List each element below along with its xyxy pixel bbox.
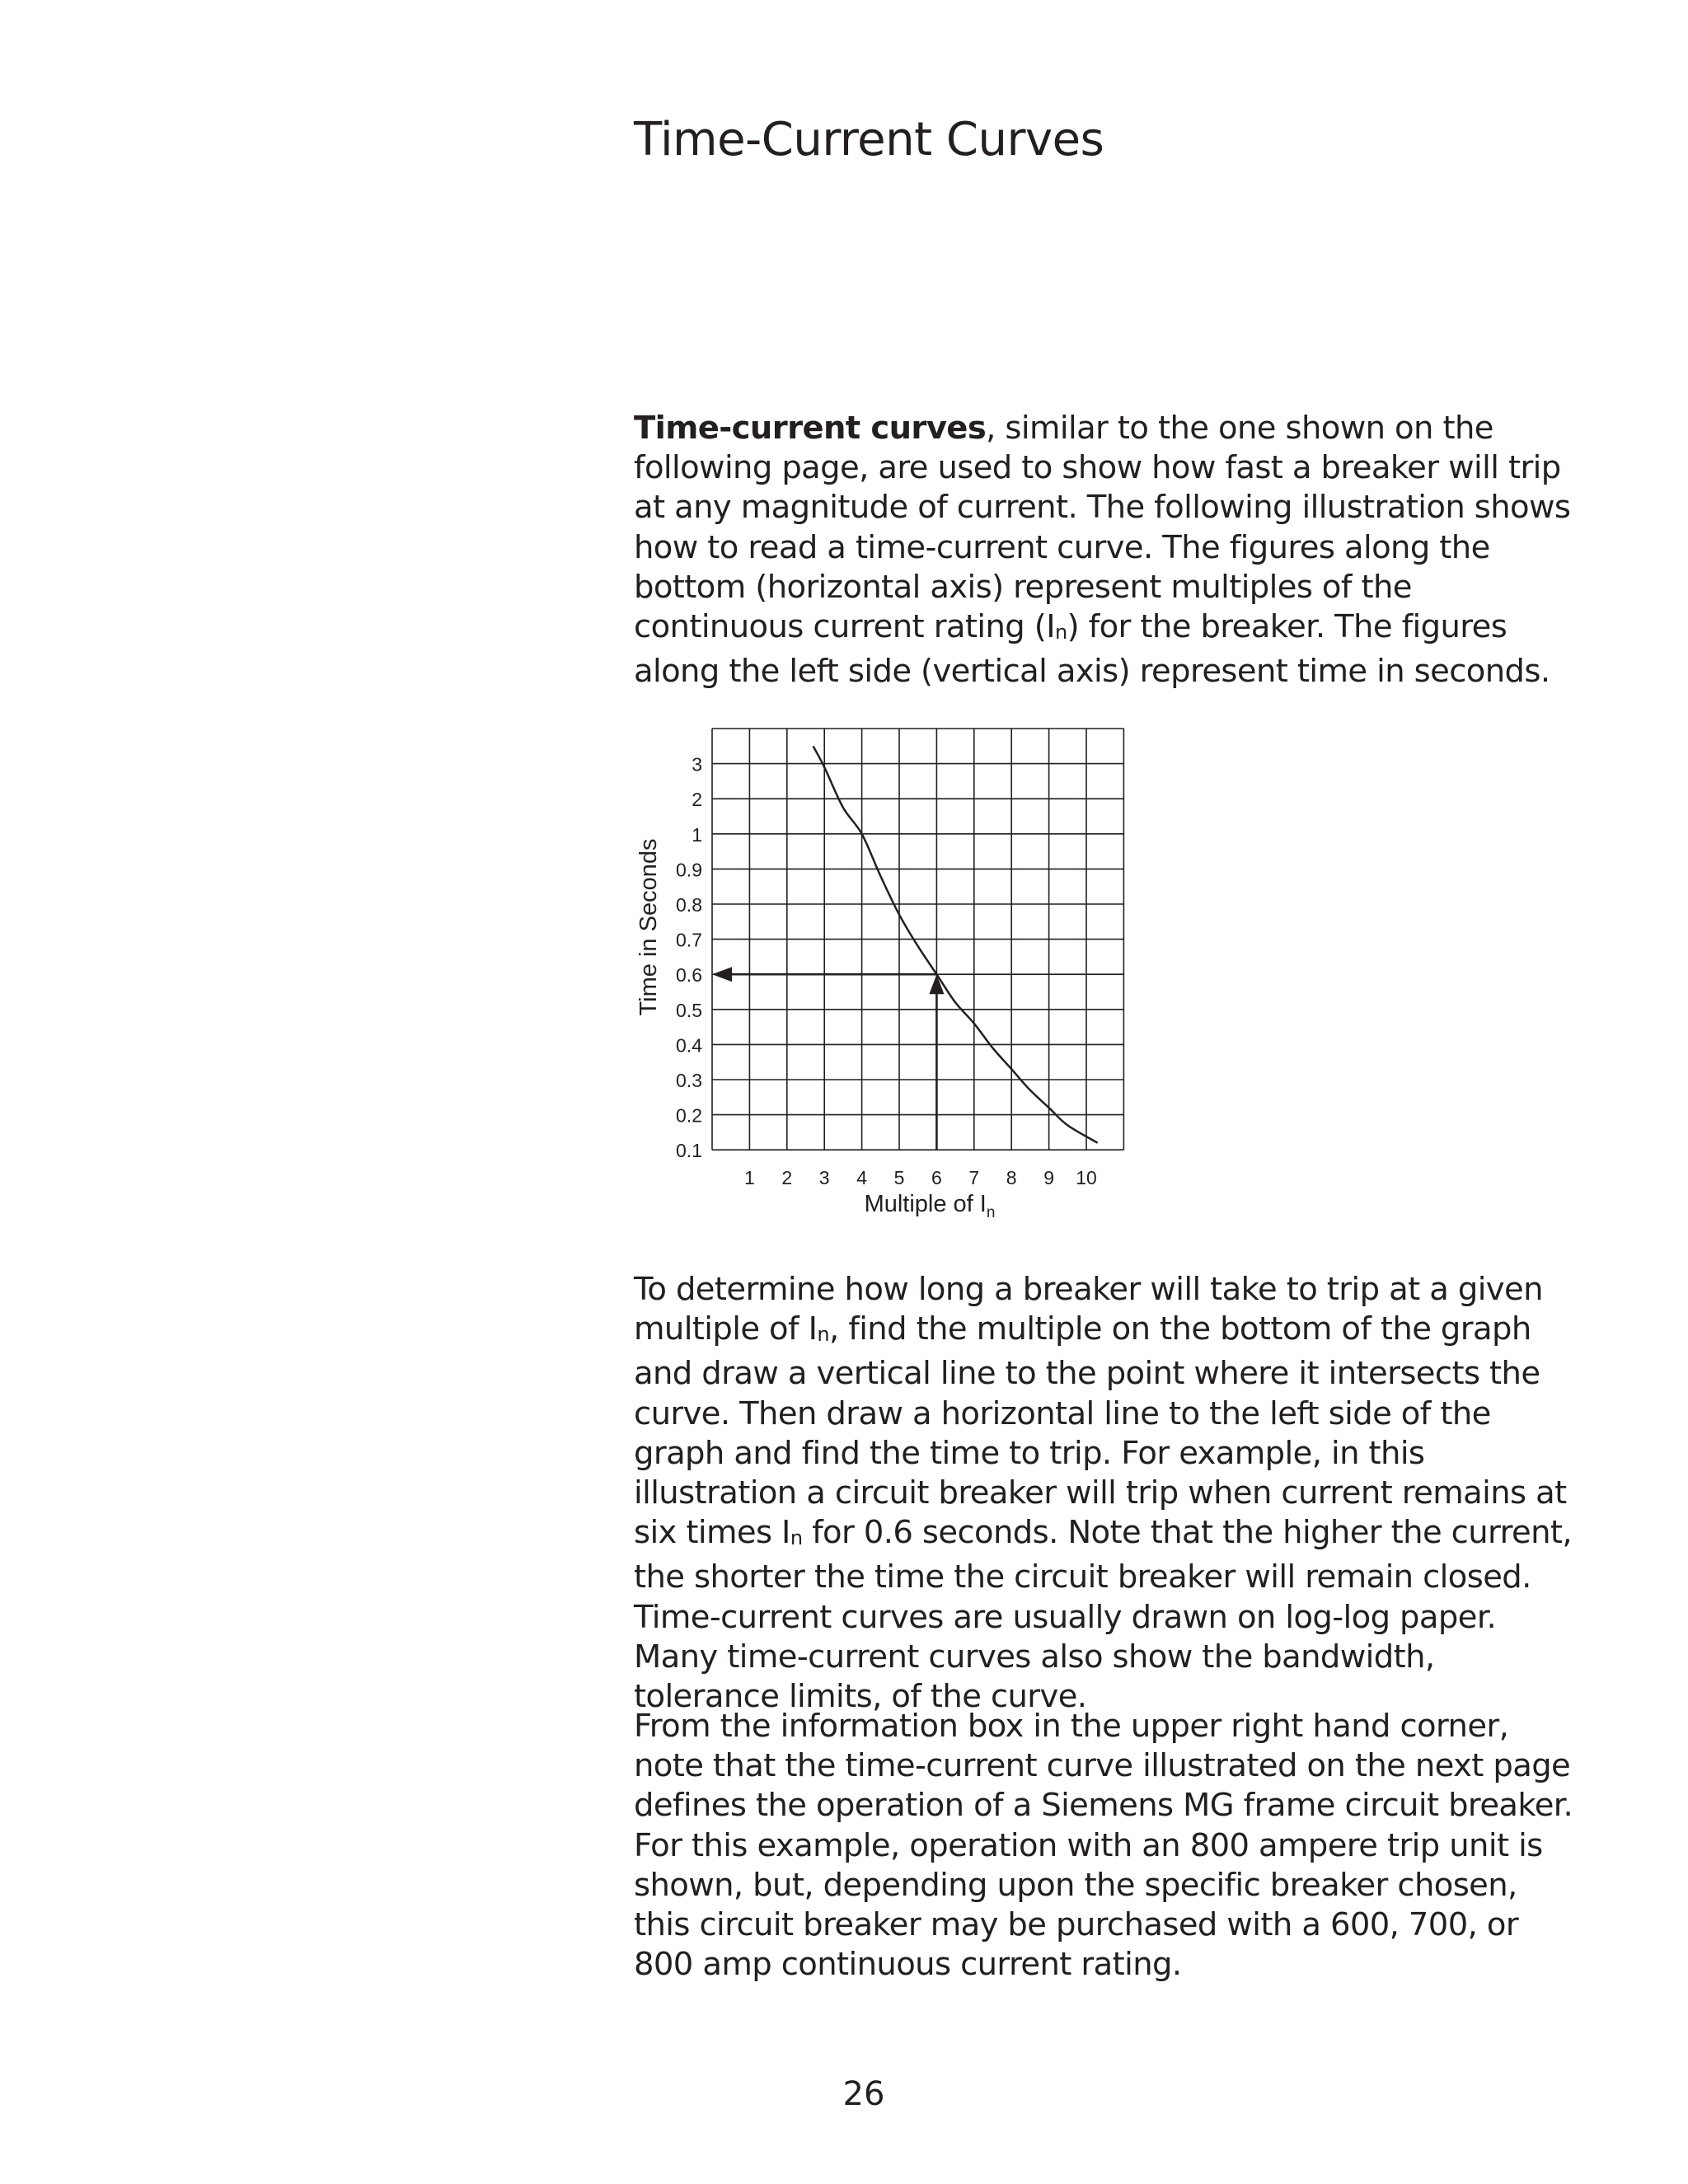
reading-text-c: for 0.6 seconds. Note that the higher the current, the shorter the time the circuit breaker will remain closed. Time-current curves are usually drawn on log-log paper. Many time-current curves also show the bandwidth, tolerance limits, of the curve.: [634, 1514, 1573, 1716]
y-tick-label: 0.3: [676, 1070, 702, 1091]
x-tick-label: 2: [781, 1167, 793, 1189]
intro-text-a: , similar to the one shown on the following page, are used to show how fast a breaker will trip at any magnitude of current. The following illustration shows how to read a time-current curve. The figures along the bottom (horizontal axis) represent multiples of the continuous current rating (I: [634, 410, 1571, 646]
reading-text-b: , find the multiple on the bottom of the graph and draw a vertical line to the point where it intersects the curve. Then draw a horizontal line to the left side of the graph and find the time to trip. For example, in this illustration a circuit breaker will trip when current remains at six times I: [634, 1310, 1567, 1552]
intro-subscript: n: [1054, 621, 1067, 644]
x-tick-label: 1: [744, 1167, 755, 1189]
intro-lead-term: Time-current curves: [634, 410, 987, 447]
x-tick-label: 4: [856, 1167, 867, 1189]
y-tick-labels: [676, 754, 702, 1162]
y-axis-label: Time in Seconds: [635, 838, 662, 1016]
reading-paragraph: [634, 1270, 1573, 1717]
x-tick-label: 6: [931, 1167, 942, 1189]
y-tick-label: 0.2: [676, 1104, 702, 1127]
y-tick-label: 0.4: [676, 1034, 702, 1057]
x-tick-label: 8: [1006, 1167, 1017, 1189]
y-tick-label: 3: [692, 753, 702, 776]
x-axis-label: [865, 1191, 996, 1221]
x-tick-label: 5: [893, 1167, 905, 1189]
x-axis-label-main: Multiple of I: [864, 1191, 987, 1217]
x-axis-label-sub: n: [986, 1204, 996, 1221]
x-tick-label: 7: [968, 1167, 980, 1189]
y-tick-label: 0.8: [676, 894, 702, 916]
intro-text-b: ) for the breaker. The figures along the left side (vertical axis) represent time in seconds.: [634, 608, 1550, 691]
time-current-curve: [814, 746, 1098, 1142]
x-tick-label: 10: [1076, 1167, 1097, 1189]
intro-paragraph: [634, 409, 1573, 691]
reading-subscript-2: n: [790, 1526, 803, 1550]
y-tick-label: 0.9: [676, 859, 702, 881]
x-tick-labels: [744, 1167, 1097, 1188]
y-tick-label: 0.5: [676, 999, 702, 1021]
time-current-chart: [618, 717, 1137, 1228]
x-tick-label: 3: [818, 1167, 830, 1189]
reading-text-a: To determine how long a breaker will take to trip at a given multiple of I: [634, 1271, 1543, 1348]
y-tick-label: 0.1: [676, 1140, 702, 1162]
x-tick-label: 9: [1043, 1167, 1054, 1189]
info-box-paragraph: From the information box in the upper right hand corner, note that the time-current curve illustrated on the next page defines the operation of a Siemens MG frame circuit breaker. For this example, operation with an 800 ampere trip unit is shown, but, depending upon the specific breaker chosen, this circuit breaker may be purchased with a 600, 700, or 800 amp continuous current rating.: [634, 1708, 1573, 1984]
y-tick-label: 0.6: [676, 964, 702, 987]
y-tick-label: 0.7: [676, 929, 702, 951]
chart-grid: [712, 729, 1123, 1150]
left-arrowhead: [712, 967, 732, 982]
page-title: Time-Current Curves: [634, 113, 1104, 166]
y-tick-label: 1: [692, 823, 702, 846]
example-guide-lines: [712, 967, 944, 1150]
page-number: 26: [842, 2075, 885, 2113]
reading-subscript-1: n: [817, 1323, 829, 1347]
y-tick-label: 2: [692, 789, 702, 811]
